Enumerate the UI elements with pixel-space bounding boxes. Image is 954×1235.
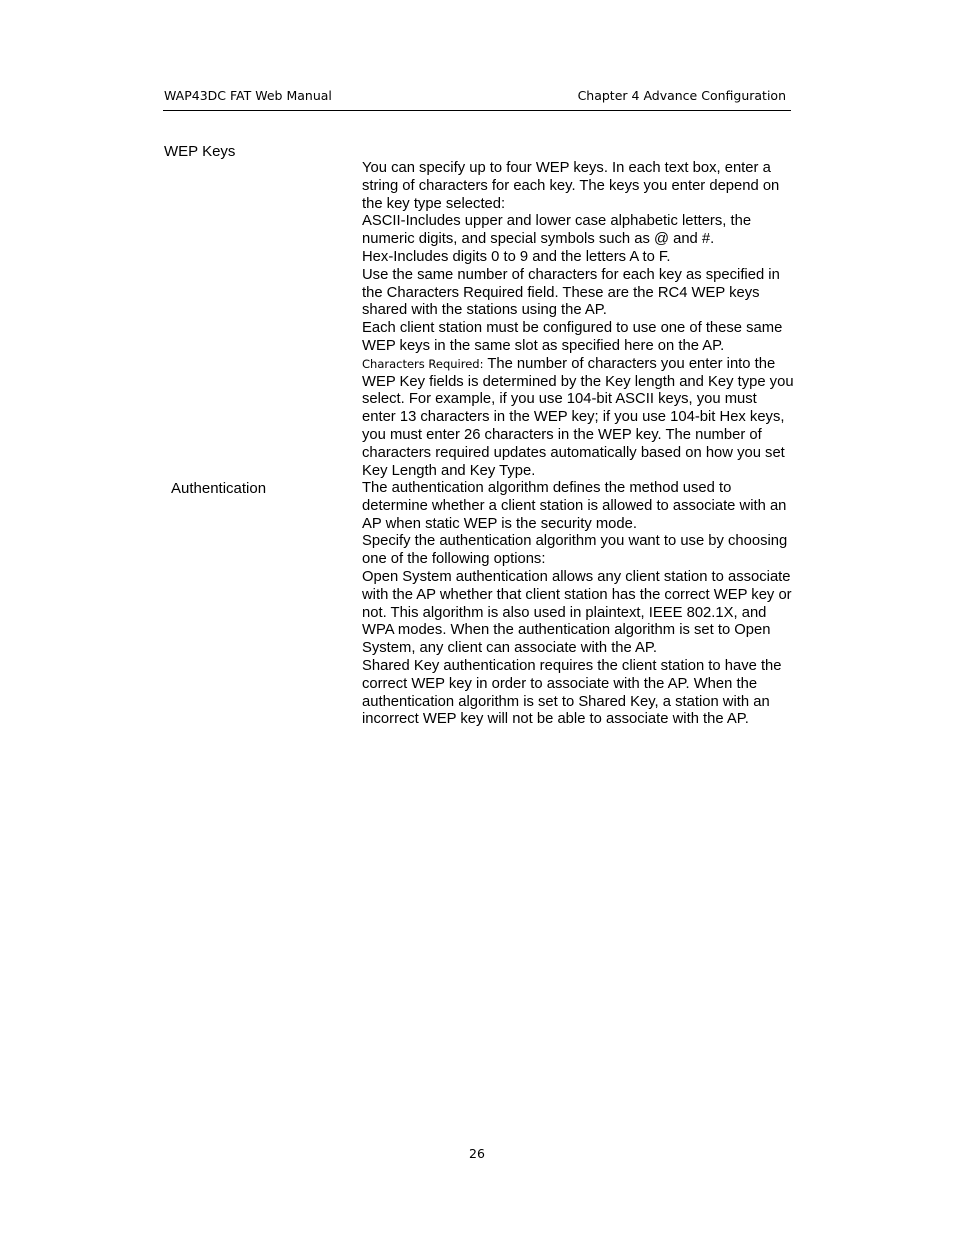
authentication-paragraph: Shared Key authentication requires the client station to have the correct WEP key in order to associate with the AP. When the authentication algorithm is set to Shared Key, a station with an incorrect WEP key will not be able to associate with the AP.	[362, 657, 782, 728]
wep-keys-paragraph: You can specify up to four WEP keys. In each text box, enter a string of characters for each key. The keys you enter depend on the key type selected:	[362, 160, 780, 212]
wep-keys-paragraph: Use the same number of characters for each key as specified in the Characters Required field. These are the RC4 WEP keys shared with the stations using the AP.	[362, 266, 780, 319]
authentication-paragraph: Specify the authentication algorithm you want to use by choosing one of the following options:	[362, 533, 788, 568]
authentication-paragraph: The authentication algorithm defines the method used to determine whether a client station is allowed to associate with an AP when static WEP is the security mode.	[362, 480, 787, 532]
wep-keys-label: WEP Keys	[164, 143, 236, 160]
authentication-label: Authentication	[171, 480, 267, 497]
page-number: 26	[469, 1146, 485, 1161]
wep-keys-paragraph: Each client station must be configured to use one of these same WEP keys in the same slot as specified here on the AP.	[362, 320, 783, 354]
characters-required-paragraph	[362, 356, 794, 481]
header-chapter-title: Chapter 4 Advance Configuration	[577, 88, 786, 103]
wep-keys-paragraph: ASCII-Includes upper and lower case alphabetic letters, the numeric digits, and special symbols such as @ and #.	[362, 213, 752, 248]
authentication-description	[362, 480, 794, 729]
wep-keys-paragraph: Hex-Includes digits 0 to 9 and the letters A to F.	[362, 248, 671, 265]
header-manual-title: WAP43DC FAT Web Manual	[164, 88, 332, 103]
page-header	[163, 88, 791, 111]
authentication-paragraph: Open System authentication allows any client station to associate with the AP whether that client station has the correct WEP key or not. This algorithm is also used in plaintext, IEEE 802.1X, and WPA modes. When the authentication algorithm is set to Open System, any client can associate with the AP.	[362, 568, 792, 657]
wep-keys-description	[362, 160, 794, 480]
characters-required-text: The number of characters you enter into the WEP Key fields is determined by the Key length and Key type you select. For example, if you use 104-bit ASCII keys, you must enter 13 characters in the WEP key; if you use 104-bit Hex keys, you must enter 26 characters in the WEP key. The number of characters required updates automatically based on how you set Key Length and Key Type.	[362, 355, 794, 479]
characters-required-label: Characters Required:	[362, 356, 484, 371]
